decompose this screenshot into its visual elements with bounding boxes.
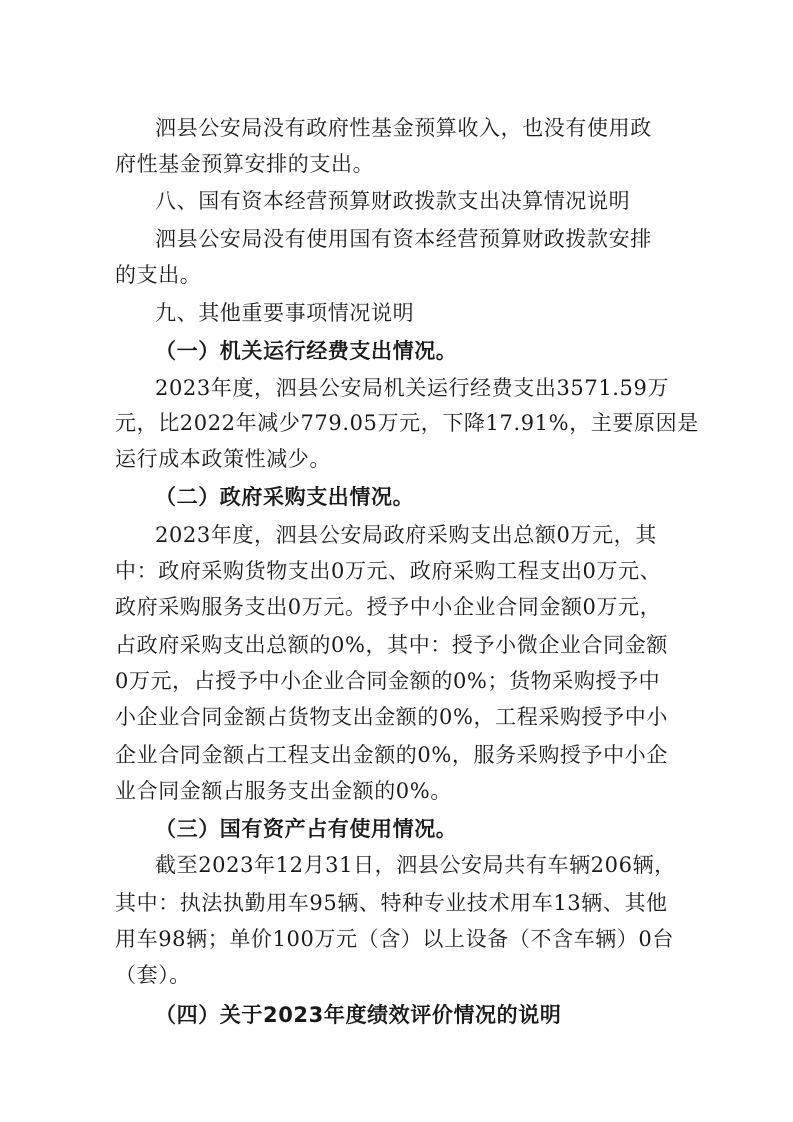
paragraph-line: 小企业合同金额占货物支出金额的0%，工程采购授予中小 bbox=[115, 705, 668, 729]
section-heading: （三）国有资产占有使用情况。 bbox=[155, 817, 458, 841]
paragraph-line: 泗县公安局没有使用国有资本经营预算财政拨款安排 bbox=[155, 227, 652, 251]
section-heading: 九、其他重要事项情况说明 bbox=[155, 301, 415, 325]
paragraph-line: 2023年度，泗县公安局政府采购支出总额0万元，其 bbox=[155, 523, 657, 547]
section-heading: （四）关于2023年度绩效评价情况的说明 bbox=[155, 1003, 562, 1027]
paragraph-line: 业合同金额占服务支出金额的0%。 bbox=[115, 779, 452, 803]
paragraph-line: 运行成本政策性减少。 bbox=[115, 447, 331, 471]
paragraph-line: （套）。 bbox=[115, 963, 191, 987]
paragraph-line: 企业合同金额占工程支出金额的0%，服务采购授予中小企 bbox=[115, 743, 668, 767]
paragraph-line: 用车98辆；单价100万元（含）以上设备（不含车辆）0台 bbox=[115, 927, 674, 951]
paragraph-line: 政府采购服务支出0万元。授予中小企业合同金额0万元， bbox=[115, 595, 662, 619]
paragraph-line: 元，比2022年减少779.05万元，下降17.91%，主要原因是 bbox=[115, 411, 699, 435]
paragraph-line: 截至2023年12月31日，泗县公安局共有车辆206辆， bbox=[155, 853, 676, 877]
paragraph-line: 占政府采购支出总额的0%，其中：授予小微企业合同金额 bbox=[115, 633, 668, 657]
section-heading: （二）政府采购支出情况。 bbox=[155, 485, 415, 509]
paragraph-line: 的支出。 bbox=[115, 263, 202, 287]
paragraph-line: 府性基金预算安排的支出。 bbox=[115, 152, 375, 176]
section-heading: （一）机关运行经费支出情况。 bbox=[155, 339, 458, 363]
section-heading: 八、国有资本经营预算财政拨款支出决算情况说明 bbox=[155, 189, 631, 213]
paragraph-line: 中：政府采购货物支出0万元、政府采购工程支出0万元、 bbox=[115, 559, 662, 583]
paragraph-line: 泗县公安局没有政府性基金预算收入，也没有使用政 bbox=[155, 116, 652, 140]
paragraph-line: 2023年度，泗县公安局机关运行经费支出3571.59万 bbox=[155, 376, 670, 400]
paragraph-line: 其中：执法执勤用车95辆、特种专业技术用车13辆、其他 bbox=[115, 891, 668, 915]
paragraph-line: 0万元，占授予中小企业合同金额的0%；货物采购授予中 bbox=[115, 669, 661, 693]
